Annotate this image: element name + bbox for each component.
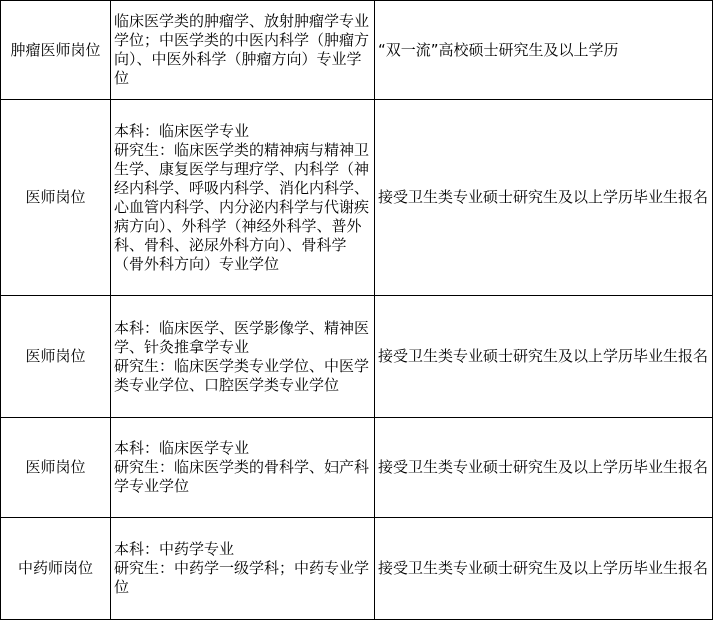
major-line: 临床医学类的肿瘤学、放射肿瘤学专业学位；中医学类的中医内科学（肿瘤方向）、中医外科学（肿瘤方向）专业学位 xyxy=(114,12,370,87)
position-cell: 肿瘤医师岗位 xyxy=(1,1,111,100)
requirement-cell: 接受卫生类专业硕士研究生及以上学历毕业生报名 xyxy=(375,296,713,418)
major-line: 研究生：临床医学类的骨科学、妇产科学专业学位 xyxy=(114,458,370,495)
requirement-cell: 接受卫生类专业硕士研究生及以上学历毕业生报名 xyxy=(375,100,713,296)
major-cell xyxy=(111,418,375,518)
requirement-cell: “双一流”高校硕士研究生及以上学历 xyxy=(375,1,713,100)
major-cell xyxy=(111,518,375,620)
table-row xyxy=(1,518,713,620)
table-row xyxy=(1,1,713,100)
major-cell xyxy=(111,1,375,100)
major-line: 本科：中药学专业 xyxy=(114,540,235,558)
major-line: 研究生：中药学一级学科；中药专业学位 xyxy=(114,559,370,596)
table-row xyxy=(1,296,713,418)
major-line: 本科：临床医学、医学影像学、精神医学、针灸推拿学专业 xyxy=(114,318,370,356)
major-cell xyxy=(111,296,375,418)
position-cell: 医师岗位 xyxy=(1,100,111,296)
table-row xyxy=(1,418,713,518)
requirement-cell: 接受卫生类专业硕士研究生及以上学历毕业生报名 xyxy=(375,418,713,518)
major-line: 本科：临床医学专业 xyxy=(114,439,250,457)
major-line: 研究生：临床医学类的精神病与精神卫生学、康复医学与理疗学、内科学（神经内科学、呼吸内科学、消化内科学、心血管内科学、内分泌内科学与代谢疾病方向）、外科学（神经外科学、普外科、骨科、泌尿外科方向）、骨科学（骨外科方向）专业学位 xyxy=(114,140,370,273)
position-cell: 医师岗位 xyxy=(1,418,111,518)
position-cell: 中药师岗位 xyxy=(1,518,111,620)
table-row xyxy=(1,100,713,296)
major-cell xyxy=(111,100,375,296)
major-line: 研究生：临床医学类专业学位、中医学类专业学位、口腔医学类专业学位 xyxy=(114,356,370,394)
position-cell: 医师岗位 xyxy=(1,296,111,418)
major-line: 本科：临床医学专业 xyxy=(114,121,250,140)
requirement-cell: 接受卫生类专业硕士研究生及以上学历毕业生报名 xyxy=(375,518,713,620)
